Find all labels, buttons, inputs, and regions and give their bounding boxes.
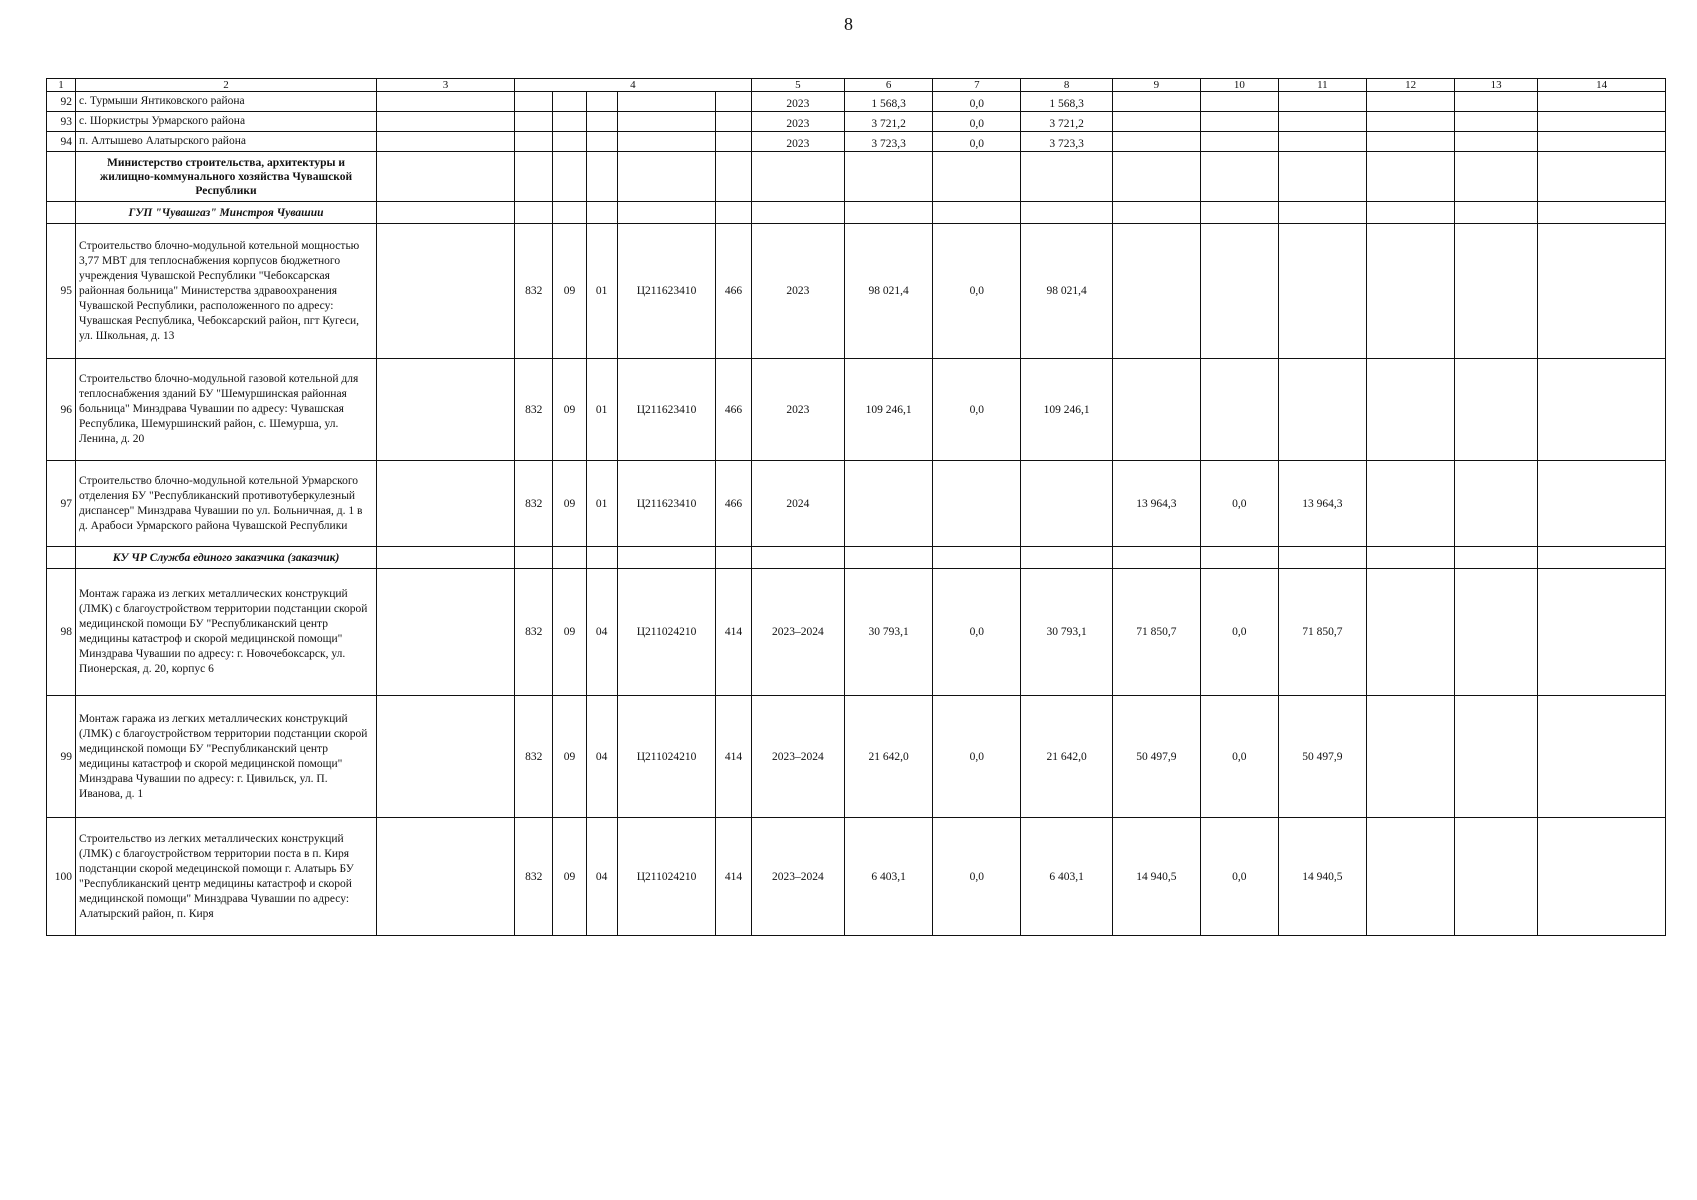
table-cell xyxy=(1278,547,1366,569)
table-cell xyxy=(1200,132,1278,152)
value-cell: 71 850,7 xyxy=(1278,569,1366,696)
table-cell xyxy=(1455,202,1538,224)
object-name: с. Турмыши Янтиковского района xyxy=(76,92,377,112)
value-cell: 98 021,4 xyxy=(845,224,933,359)
table-cell xyxy=(377,359,515,461)
table-cell xyxy=(1538,152,1666,202)
table-row xyxy=(47,569,1666,696)
table-cell xyxy=(1278,202,1366,224)
table-cell xyxy=(1278,152,1366,202)
table-cell xyxy=(716,92,751,112)
table-cell xyxy=(586,112,617,132)
section-row xyxy=(47,152,1666,202)
table-cell xyxy=(377,547,515,569)
budget-code-cell: 832 xyxy=(515,696,553,818)
table-cell xyxy=(553,152,586,202)
table-cell xyxy=(377,224,515,359)
value-cell xyxy=(1278,224,1366,359)
table-cell xyxy=(716,132,751,152)
table-cell xyxy=(1112,112,1200,132)
budget-code-cell: 466 xyxy=(716,461,751,547)
table-cell xyxy=(933,202,1021,224)
table-cell xyxy=(377,132,515,152)
table-cell xyxy=(1366,152,1454,202)
column-header: 5 xyxy=(751,79,844,92)
budget-code-cell: 466 xyxy=(716,224,751,359)
budget-code-cell: 414 xyxy=(716,818,751,936)
year-cell: 2023 xyxy=(751,224,844,359)
table-cell xyxy=(1455,547,1538,569)
table-cell xyxy=(1112,202,1200,224)
table-cell xyxy=(1112,132,1200,152)
object-name: Строительство блочно-модульной газовой котельной для теплоснабжения зданий БУ "Шемуршинская районная больница" Минздрава Чувашии по адресу: Чувашская Республика, Шемуршинский район, с. Шемурша, ул. Ленина, д. 20 xyxy=(76,359,377,461)
value-cell: 0,0 xyxy=(933,359,1021,461)
value-cell xyxy=(845,461,933,547)
value-cell: 30 793,1 xyxy=(1021,569,1112,696)
table-cell xyxy=(1200,547,1278,569)
column-header: 4 xyxy=(515,79,752,92)
column-header: 6 xyxy=(845,79,933,92)
budget-code-cell: Ц211623410 xyxy=(617,224,716,359)
year-cell: 2023–2024 xyxy=(751,569,844,696)
budget-code-cell: Ц211623410 xyxy=(617,359,716,461)
table-cell xyxy=(1366,92,1454,112)
budget-code-cell: 414 xyxy=(716,696,751,818)
table-cell xyxy=(1366,569,1454,696)
budget-code-cell: Ц211024210 xyxy=(617,818,716,936)
table-cell xyxy=(586,152,617,202)
table-cell xyxy=(377,818,515,936)
budget-code-cell: 09 xyxy=(553,224,586,359)
value-cell: 3 721,2 xyxy=(1021,112,1112,132)
object-name: Строительство блочно-модульной котельной Урмарского отделения БУ "Республиканский противотуберкулезный диспансер" Минздрава Чувашии по ул. Больничная, д. 1 в д. Арабоси Урмарского района Чувашской Республики xyxy=(76,461,377,547)
value-cell: 0,0 xyxy=(933,92,1021,112)
budget-code-cell: Ц211024210 xyxy=(617,696,716,818)
table-cell xyxy=(716,202,751,224)
value-cell: 0,0 xyxy=(1200,818,1278,936)
value-cell xyxy=(1112,224,1200,359)
table-cell xyxy=(617,92,716,112)
budget-code-cell: 09 xyxy=(553,359,586,461)
table-cell xyxy=(47,202,76,224)
subsection-title: ГУП "Чувашгаз" Минстроя Чувашии xyxy=(76,202,377,224)
budget-code-cell: Ц211623410 xyxy=(617,461,716,547)
value-cell xyxy=(1278,359,1366,461)
table-cell xyxy=(1366,461,1454,547)
table-cell xyxy=(47,547,76,569)
table-cell xyxy=(1455,132,1538,152)
table-cell xyxy=(515,112,553,132)
table-cell xyxy=(1366,132,1454,152)
value-cell: 6 403,1 xyxy=(1021,818,1112,936)
year-cell: 2023 xyxy=(751,92,844,112)
table-cell xyxy=(617,152,716,202)
value-cell xyxy=(1200,359,1278,461)
value-cell: 109 246,1 xyxy=(1021,359,1112,461)
budget-code-cell: 832 xyxy=(515,461,553,547)
year-cell: 2023 xyxy=(751,359,844,461)
object-name: Строительство из легких металлических конструкций (ЛМК) с благоустройством территории поста в п. Киря подстанции скорой медецинской помощи г. Алатырь БУ "Республиканский центр медицины катастроф и скорой медицинской помощи" Минздрава Чувашии по адресу: Алатырский район, п. Киря xyxy=(76,818,377,936)
budget-code-cell: 01 xyxy=(586,224,617,359)
table-row xyxy=(47,132,1666,152)
value-cell xyxy=(1021,461,1112,547)
table-cell xyxy=(1538,224,1666,359)
row-number: 100 xyxy=(47,818,76,936)
budget-code-cell: 09 xyxy=(553,461,586,547)
table-cell xyxy=(933,152,1021,202)
table-cell xyxy=(1538,359,1666,461)
table-cell xyxy=(47,152,76,202)
value-cell: 1 568,3 xyxy=(1021,92,1112,112)
budget-code-cell: 01 xyxy=(586,461,617,547)
value-cell: 50 497,9 xyxy=(1112,696,1200,818)
table-cell xyxy=(377,92,515,112)
subsection-row xyxy=(47,547,1666,569)
table-cell xyxy=(716,547,751,569)
subsection-title: КУ ЧР Служба единого заказчика (заказчик) xyxy=(76,547,377,569)
value-cell: 0,0 xyxy=(933,696,1021,818)
column-header: 12 xyxy=(1366,79,1454,92)
table-cell xyxy=(1200,152,1278,202)
table-cell xyxy=(1112,152,1200,202)
table-cell xyxy=(377,202,515,224)
table-cell xyxy=(515,92,553,112)
value-cell: 21 642,0 xyxy=(845,696,933,818)
table-cell xyxy=(1538,696,1666,818)
year-cell: 2023–2024 xyxy=(751,818,844,936)
value-cell: 3 721,2 xyxy=(845,112,933,132)
row-number: 99 xyxy=(47,696,76,818)
table-cell xyxy=(1455,92,1538,112)
row-number: 95 xyxy=(47,224,76,359)
table-cell xyxy=(1455,224,1538,359)
table-cell xyxy=(515,152,553,202)
table-cell xyxy=(845,547,933,569)
table-row xyxy=(47,461,1666,547)
year-cell: 2023–2024 xyxy=(751,696,844,818)
table-cell xyxy=(1455,696,1538,818)
budget-code-cell: 832 xyxy=(515,224,553,359)
table-cell xyxy=(553,132,586,152)
column-header: 1 xyxy=(47,79,76,92)
value-cell: 98 021,4 xyxy=(1021,224,1112,359)
table-cell xyxy=(845,202,933,224)
value-cell: 6 403,1 xyxy=(845,818,933,936)
value-cell xyxy=(1200,224,1278,359)
table-cell xyxy=(1366,818,1454,936)
column-header: 8 xyxy=(1021,79,1112,92)
column-header: 13 xyxy=(1455,79,1538,92)
table-row xyxy=(47,696,1666,818)
section-title: Министерство строительства, архитектуры и жилищно-коммунального хозяйства Чувашской Республики xyxy=(76,152,377,202)
table-cell xyxy=(515,132,553,152)
value-cell: 0,0 xyxy=(933,818,1021,936)
budget-code-cell: 04 xyxy=(586,818,617,936)
value-cell: 14 940,5 xyxy=(1112,818,1200,936)
year-cell: 2024 xyxy=(751,461,844,547)
table-row xyxy=(47,224,1666,359)
table-cell xyxy=(716,112,751,132)
table-cell xyxy=(1200,202,1278,224)
table-cell xyxy=(1366,547,1454,569)
table-cell xyxy=(586,92,617,112)
value-cell: 3 723,3 xyxy=(845,132,933,152)
value-cell: 0,0 xyxy=(933,112,1021,132)
table-cell xyxy=(377,152,515,202)
table-row xyxy=(47,818,1666,936)
table-row xyxy=(47,112,1666,132)
budget-code-cell: Ц211024210 xyxy=(617,569,716,696)
column-header: 11 xyxy=(1278,79,1366,92)
table-cell xyxy=(1021,152,1112,202)
table-cell xyxy=(933,547,1021,569)
budget-code-cell: 09 xyxy=(553,696,586,818)
page-number: 8 xyxy=(844,14,853,34)
table-cell xyxy=(716,152,751,202)
table-cell xyxy=(1366,224,1454,359)
table-cell xyxy=(1200,112,1278,132)
table-cell xyxy=(617,202,716,224)
table-cell xyxy=(1455,569,1538,696)
value-cell: 109 246,1 xyxy=(845,359,933,461)
table-cell xyxy=(553,112,586,132)
row-number: 98 xyxy=(47,569,76,696)
value-cell: 21 642,0 xyxy=(1021,696,1112,818)
table-cell xyxy=(1455,818,1538,936)
table-cell xyxy=(553,202,586,224)
budget-table xyxy=(46,78,1666,936)
table-cell xyxy=(1112,547,1200,569)
budget-code-cell: 466 xyxy=(716,359,751,461)
value-cell: 0,0 xyxy=(933,224,1021,359)
value-cell: 1 568,3 xyxy=(845,92,933,112)
table-cell xyxy=(1455,112,1538,132)
budget-code-cell: 04 xyxy=(586,696,617,818)
object-name: п. Алтышево Алатырского района xyxy=(76,132,377,152)
table-cell xyxy=(1278,112,1366,132)
table-cell xyxy=(377,569,515,696)
value-cell: 0,0 xyxy=(1200,461,1278,547)
year-cell: 2023 xyxy=(751,112,844,132)
object-name: Монтаж гаража из легких металлических конструкций (ЛМК) с благоустройством территории подстанции скорой медицинской помощи БУ "Республиканский центр медицины катастроф и скорой медицинской помощи" Минздрава Чувашии по адресу: г. Цивильск, ул. П. Иванова, д. 1 xyxy=(76,696,377,818)
row-number: 97 xyxy=(47,461,76,547)
table-cell xyxy=(586,202,617,224)
table-cell xyxy=(377,112,515,132)
table-cell xyxy=(377,461,515,547)
value-cell: 13 964,3 xyxy=(1112,461,1200,547)
value-cell: 30 793,1 xyxy=(845,569,933,696)
value-cell: 0,0 xyxy=(933,132,1021,152)
value-cell: 0,0 xyxy=(1200,569,1278,696)
table-cell xyxy=(1366,696,1454,818)
table-cell xyxy=(1538,202,1666,224)
row-number: 92 xyxy=(47,92,76,112)
table-cell xyxy=(1455,152,1538,202)
value-cell: 50 497,9 xyxy=(1278,696,1366,818)
value-cell: 0,0 xyxy=(933,569,1021,696)
table-cell xyxy=(1021,547,1112,569)
table-cell xyxy=(1538,547,1666,569)
row-number: 96 xyxy=(47,359,76,461)
object-name: с. Шоркистры Урмарского района xyxy=(76,112,377,132)
column-header: 2 xyxy=(76,79,377,92)
budget-code-cell: 01 xyxy=(586,359,617,461)
value-cell xyxy=(933,461,1021,547)
budget-code-cell: 09 xyxy=(553,569,586,696)
table-cell xyxy=(1538,461,1666,547)
table-cell xyxy=(751,152,844,202)
object-name: Монтаж гаража из легких металлических конструкций (ЛМК) с благоустройством территории подстанции скорой медицинской помощи БУ "Республиканский центр медицины катастроф и скорой медицинской помощи" Минздрава Чувашии по адресу: г. Новочебоксарск, ул. Пионерская, д. 20, корпус 6 xyxy=(76,569,377,696)
table-cell xyxy=(515,547,553,569)
table-cell xyxy=(1538,569,1666,696)
budget-code-cell: 414 xyxy=(716,569,751,696)
column-header: 14 xyxy=(1538,79,1666,92)
budget-code-cell: 832 xyxy=(515,569,553,696)
table-cell xyxy=(1538,112,1666,132)
column-header: 9 xyxy=(1112,79,1200,92)
table-cell xyxy=(751,202,844,224)
object-name: Строительство блочно-модульной котельной мощностью 3,77 МВТ для теплоснабжения корпусов бюджетного учреждения Чувашской Республики "Чебоксарская районная больница" Министерства здравоохранения Чувашской Республики, расположенного по адресу: Чувашская Республика, Чебоксарский район, пгт Кугеси, ул. Школьная, д. 13 xyxy=(76,224,377,359)
budget-code-cell: 04 xyxy=(586,569,617,696)
row-number: 93 xyxy=(47,112,76,132)
table-cell xyxy=(586,547,617,569)
table-row xyxy=(47,92,1666,112)
table-cell xyxy=(553,547,586,569)
table-cell xyxy=(1538,818,1666,936)
table-cell xyxy=(1278,92,1366,112)
table-cell xyxy=(586,132,617,152)
table-cell xyxy=(1021,202,1112,224)
value-cell: 0,0 xyxy=(1200,696,1278,818)
value-cell: 71 850,7 xyxy=(1112,569,1200,696)
table-cell xyxy=(845,152,933,202)
value-cell: 14 940,5 xyxy=(1278,818,1366,936)
subsection-row xyxy=(47,202,1666,224)
value-cell: 3 723,3 xyxy=(1021,132,1112,152)
table-cell xyxy=(1366,359,1454,461)
value-cell xyxy=(1112,359,1200,461)
table-cell xyxy=(1366,202,1454,224)
table-cell xyxy=(377,696,515,818)
column-header: 10 xyxy=(1200,79,1278,92)
column-header: 3 xyxy=(377,79,515,92)
table-cell xyxy=(1455,359,1538,461)
table-cell xyxy=(1366,112,1454,132)
column-header: 7 xyxy=(933,79,1021,92)
table-cell xyxy=(617,547,716,569)
table-cell xyxy=(1538,92,1666,112)
budget-code-cell: 832 xyxy=(515,818,553,936)
table-row xyxy=(47,359,1666,461)
table-cell xyxy=(1200,92,1278,112)
table-cell xyxy=(553,92,586,112)
table-cell xyxy=(1538,132,1666,152)
table-cell xyxy=(1455,461,1538,547)
table-cell xyxy=(1112,92,1200,112)
budget-code-cell: 09 xyxy=(553,818,586,936)
table-cell xyxy=(617,112,716,132)
table-cell xyxy=(515,202,553,224)
year-cell: 2023 xyxy=(751,132,844,152)
table-cell xyxy=(617,132,716,152)
budget-code-cell: 832 xyxy=(515,359,553,461)
table-cell xyxy=(1278,132,1366,152)
column-number-row xyxy=(47,79,1666,92)
row-number: 94 xyxy=(47,132,76,152)
value-cell: 13 964,3 xyxy=(1278,461,1366,547)
table-cell xyxy=(751,547,844,569)
